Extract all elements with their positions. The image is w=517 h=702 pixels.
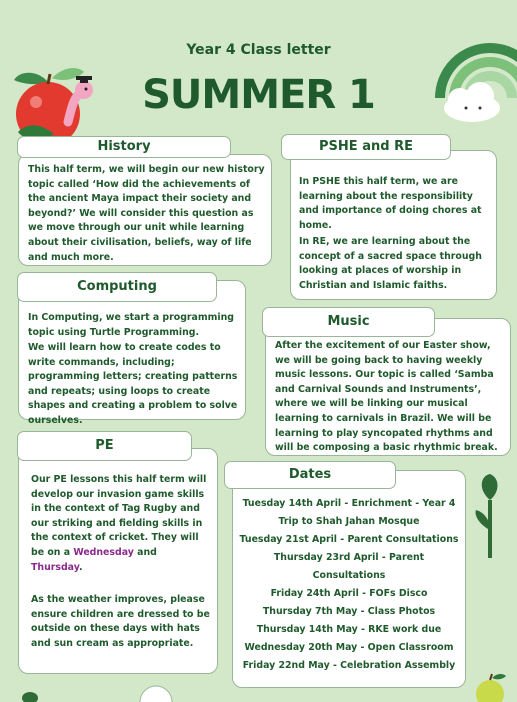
music-text: After the excitement of our Easter show, we will be going back to having weekly music lessons. Our topic is called ‘Samba and Carnival Sounds and Instruments’, where we will be linking our musical learning to carnivals in Brazil. We will be learning to play syncopated rhythms and will be composing a basic rhythmic break.: [275, 340, 498, 454]
history-heading: History: [17, 136, 231, 158]
history-text: This half term, we will begin our new history topic called ‘How did the achievements of the ancient Maya impact their society and beyond?’ We will consider this question as we move through our unit while learning about their civilisation, beliefs, way of life and much more.: [28, 164, 265, 263]
pe-day-wednesday: Wednesday: [73, 546, 134, 558]
date-item: Thursday 14th May - RKE work due: [256, 624, 442, 635]
pshe-text-1: In PSHE this half term, we are learning about the responsibility and importance of doing chores at home.: [299, 176, 482, 231]
dates-panel: [232, 470, 466, 688]
dates-heading: Dates: [224, 461, 396, 489]
computing-heading: Computing: [17, 272, 217, 302]
date-item: Trip to Shah Jahan Mosque: [278, 516, 420, 527]
pshe-text-2: In RE, we are learning about the concept of a sacred space through looking at places of worship in Christian and Islamic faiths.: [299, 236, 482, 291]
date-item: Thursday 23rd April - Parent: [273, 552, 425, 563]
rainbow-cloud-icon: [430, 28, 517, 128]
pe-text-1: Our PE lessons this half term will develop our invasion game skills in the context of Tag Rugby and our striking and fielding skills in the context of cricket. They will be on a Wednesday and Thursday.: [31, 474, 207, 573]
date-item: Tuesday 14th April - Enrichment - Year 4: [242, 498, 456, 509]
small-apple-icon: [470, 672, 510, 702]
date-item: Friday 22nd May - Celebration Assembly: [242, 660, 456, 671]
pshe-panel: [290, 150, 497, 300]
pe-panel: [18, 448, 218, 674]
pe-heading: PE: [17, 431, 192, 461]
leaf-icon: [20, 690, 60, 702]
plant-icon: [468, 470, 508, 560]
pe-day-thursday: Thursday: [31, 561, 79, 573]
computing-text-1: In Computing, we start a programming topic using Turtle Programming.: [28, 312, 235, 338]
pe-text-2: As the weather improves, please ensure children are dressed to be outside on these days with hats and sun cream as appropriate.: [31, 594, 210, 649]
letter-subtitle: Year 4 Class letter: [186, 42, 331, 58]
music-panel: [265, 318, 511, 456]
pshe-heading: PSHE and RE: [281, 134, 451, 160]
date-item: Wednesday 20th May - Open Classroom: [244, 642, 454, 653]
date-item: Consultations: [312, 570, 386, 581]
date-item: Friday 24th April - FOFs Disco: [270, 588, 428, 599]
dates-list: [233, 495, 465, 675]
fruit-slice-icon: [136, 682, 176, 702]
computing-text-2: We will learn how to create codes to write commands, including; programming letters; creating patterns and repeats; using loops to create shapes and creating a problem to solve ourselves.: [28, 342, 238, 426]
page-title: SUMMER 1: [142, 72, 375, 118]
history-panel: [18, 154, 272, 266]
date-item: Tuesday 21st April - Parent Consultations: [239, 534, 459, 545]
date-item: Thursday 7th May - Class Photos: [262, 606, 436, 617]
music-heading: Music: [262, 307, 435, 337]
